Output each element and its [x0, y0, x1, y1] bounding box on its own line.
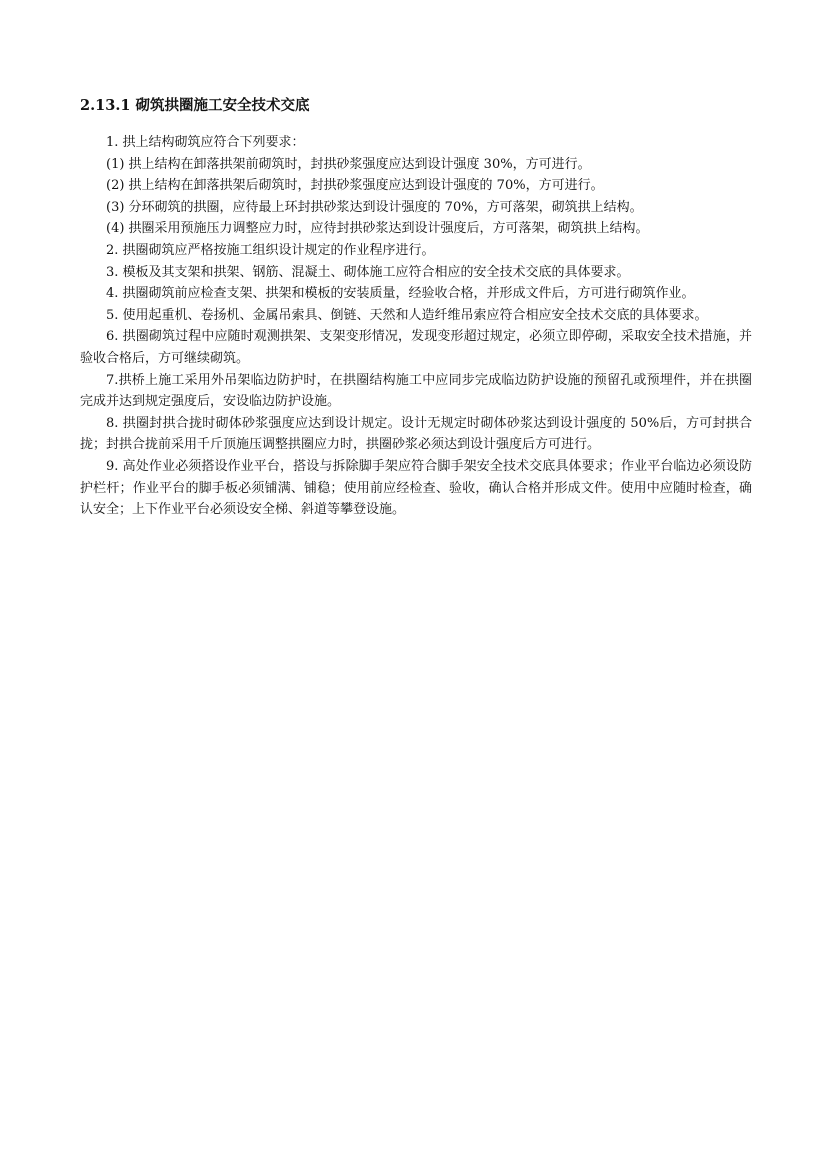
- paragraph-item-4: 4. 拱圈砌筑前应检查支架、拱架和模板的安装质量，经验收合格，并形成文件后，方可进行砌筑作业。: [106, 286, 695, 302]
- paragraph-subitem-1-1: (1) 拱上结构在卸落拱架前砌筑时，封拱砂浆强度应达到设计强度 30%，方可进行。: [106, 156, 591, 172]
- paragraph-item-2: 2. 拱圈砌筑应严格按施工组织设计规定的作业程序进行。: [106, 242, 435, 258]
- paragraph-item-8: 8. 拱圈封拱合拢时砌体砂浆强度应达到设计规定。设计无规定时砌体砂浆达到设计强度的 50%后，方可封拱合拢；封拱合拢前采用千斤顶施压调整拱圈应力时，拱圈砂浆必须达到设计强度后方可进行。: [80, 415, 752, 453]
- paragraph-subitem-1-3: (3) 分环砌筑的拱圈，应待最上环封拱砂浆达到设计强度的 70%，方可落架，砌筑拱上结构。: [106, 199, 643, 215]
- paragraph-item-1: 1. 拱上结构砌筑应符合下列要求：: [106, 135, 305, 150]
- paragraph-item-7: 7.拱桥上施工采用外吊架临边防护时，在拱圈结构施工中应同步完成临边防护设施的预留孔或预埋件，并在拱圈完成并达到规定强度后，安设临边防护设施。: [80, 372, 752, 410]
- document-body: [80, 132, 752, 521]
- paragraph-item-6: 6. 拱圈砌筑过程中应随时观测拱架、支架变形情况，发现变形超过规定，必须立即停砌，采取安全技术措施，并验收合格后，方可继续砌筑。: [80, 329, 752, 366]
- section-heading: 2.13.1 砌筑拱圈施工安全技术交底: [80, 97, 310, 114]
- paragraph-item-5: 5. 使用起重机、卷扬机、金属吊索具、倒链、天然和人造纤维吊索应符合相应安全技术交底的具体要求。: [106, 307, 708, 323]
- document-page: [80, 96, 752, 521]
- paragraph-subitem-1-4: (4) 拱圈采用预施压力调整应力时，应待封拱砂浆达到设计强度后，方可落架，砌筑拱上结构。: [106, 221, 649, 237]
- paragraph-item-9: 9. 高处作业必须搭设作业平台，搭设与拆除脚手架应符合脚手架安全技术交底具体要求；作业平台临边必须设防护栏杆；作业平台的脚手板必须铺满、铺稳；使用前应经检查、验收，确认合格并形成文件。使用中应随时检查，确认安全；上下作业平台必须设安全梯、斜道等攀登设施。: [80, 458, 752, 518]
- paragraph-subitem-1-2: (2) 拱上结构在卸落拱架后砌筑时，封拱砂浆强度应达到设计强度的 70%，方可进行。: [106, 178, 604, 194]
- paragraph-item-3: 3. 模板及其支架和拱架、钢筋、混凝土、砌体施工应符合相应的安全技术交底的具体要求。: [106, 264, 630, 280]
